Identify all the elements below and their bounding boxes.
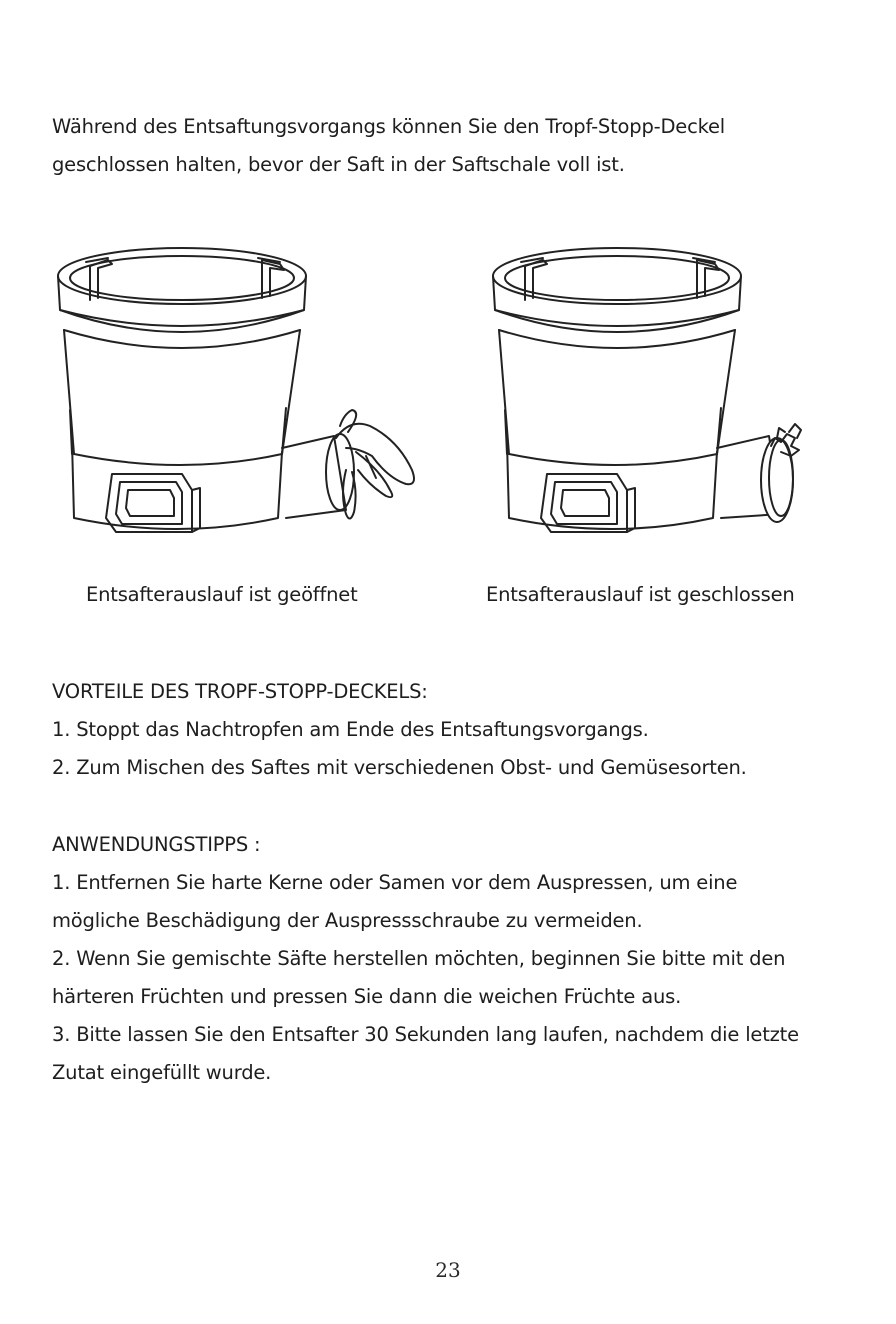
list-item: 1. Entfernen Sie harte Kerne oder Samen vor dem Auspressen, um eine: [52, 871, 738, 894]
advantages-section: [52, 673, 852, 787]
intro-line: geschlossen halten, bevor der Saft in der Saftschale voll ist.: [52, 153, 625, 176]
intro-line: Während des Entsaftungsvorgangs können Sie den Tropf-Stopp-Deckel: [52, 115, 726, 138]
advantages-heading: VORTEILE DES TROPF-STOPP-DECKELS:: [52, 680, 428, 703]
figure-caption-closed: Entsafterauslauf ist geschlossen: [486, 583, 795, 606]
list-item: 2. Zum Mischen des Saftes mit verschiedenen Obst- und Gemüsesorten.: [52, 756, 747, 779]
list-item: 3. Bitte lassen Sie den Entsafter 30 Sekunden lang laufen, nachdem die letzte: [52, 1023, 799, 1046]
list-item: härteren Früchten und pressen Sie dann die weichen Früchte aus.: [52, 985, 682, 1008]
intro-paragraph: [52, 108, 852, 184]
list-item: 2. Wenn Sie gemischte Säfte herstellen möchten, beginnen Sie bitte mit den: [52, 947, 786, 970]
tips-section: [52, 826, 852, 1092]
list-item: mögliche Beschädigung der Auspressschraube zu vermeiden.: [52, 909, 643, 932]
juicer-bowl-spout-open-icon: [50, 242, 430, 542]
list-item: Zutat eingefüllt wurde.: [52, 1061, 272, 1084]
juicer-bowl-spout-closed-icon: [485, 242, 825, 542]
figure-caption-open: Entsafterauslauf ist geöffnet: [86, 583, 358, 606]
tips-heading: ANWENDUNGSTIPPS :: [52, 833, 261, 856]
list-item: 1. Stoppt das Nachtropfen am Ende des Entsaftungsvorgangs.: [52, 718, 649, 741]
page-number: 23: [435, 1258, 461, 1282]
